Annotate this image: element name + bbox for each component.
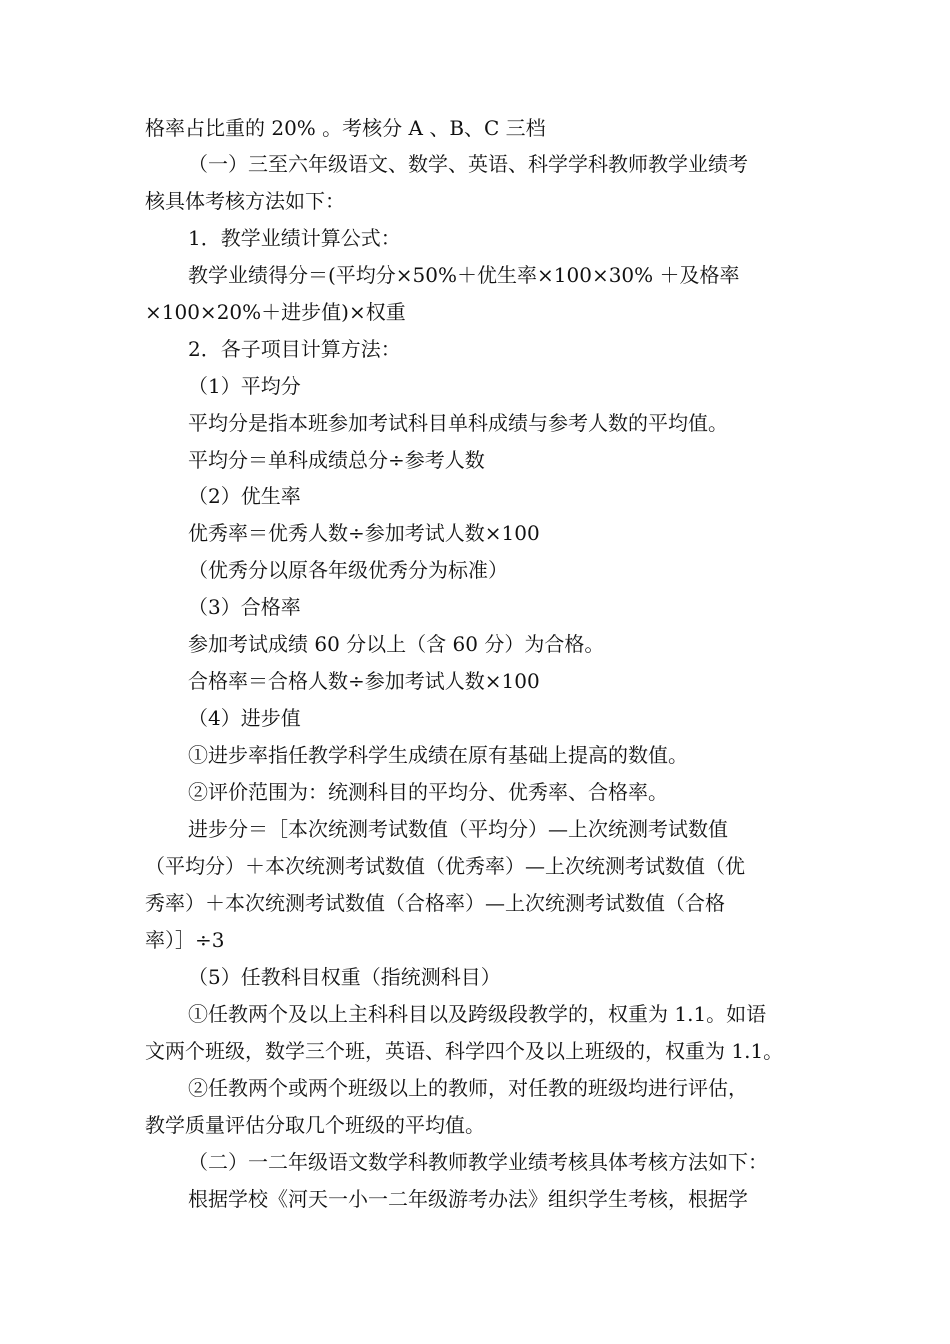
text-line: ①进步率指任教学科学生成绩在原有基础上提高的数值。 [188,743,688,767]
text-line: 平均分＝单科成绩总分÷参考人数 [188,448,485,472]
text-line: （2）优生率 [188,484,301,508]
text-line: （一）三至六年级语文、数学、英语、科学学科教师教学业绩考 [188,152,748,176]
text-line: ×100×20%＋进步值)×权重 [145,300,406,324]
text-line: 优秀率＝优秀人数÷参加考试人数×100 [188,521,540,545]
text-line: 率）］÷3 [145,928,225,952]
text-line: （4）进步值 [188,706,301,730]
text-line: ②任教两个或两个班级以上的教师，对任教的班级均进行评估， [188,1076,748,1100]
text-line: 参加考试成绩 60 分以上（含 60 分）为合格。 [188,632,605,656]
text-line: 进步分＝［本次统测考试数值（平均分）—上次统测考试数值 [188,817,728,841]
text-line: 根据学校《河天一小一二年级游考办法》组织学生考核，根据学 [188,1187,748,1211]
text-line: （二）一二年级语文数学科教师教学业绩考核具体考核方法如下： [188,1150,768,1174]
text-line: 教学业绩得分＝(平均分×50%＋优生率×100×30% ＋及格率 [188,263,740,287]
text-line: 2．各子项目计算方法： [188,337,401,361]
text-line: （5）任教科目权重（指统测科目） [188,965,501,989]
text-line: 平均分是指本班参加考试科目单科成绩与参考人数的平均值。 [188,411,728,435]
text-line: 1．教学业绩计算公式： [188,226,401,250]
text-line: （3）合格率 [188,595,301,619]
text-line: （1）平均分 [188,374,301,398]
text-line: 教学质量评估分取几个班级的平均值。 [145,1113,485,1137]
text-line: 文两个班级，数学三个班，英语、科学四个及以上班级的，权重为 1.1。 [145,1039,784,1063]
text-line: ①任教两个及以上主科科目以及跨级段教学的，权重为 1.1。如语 [188,1002,767,1026]
text-line: 核具体考核方法如下： [145,189,345,213]
text-line: ②评价范围为：统测科目的平均分、优秀率、合格率。 [188,780,668,804]
text-line: 合格率＝合格人数÷参加考试人数×100 [188,669,540,693]
text-line: 格率占比重的 20% 。考核分 A 、B、C 三档 [145,116,546,140]
text-line: （平均分）＋本次统测考试数值（优秀率）—上次统测考试数值（优 [145,854,745,878]
text-line: 秀率）＋本次统测考试数值（合格率）—上次统测考试数值（合格 [145,891,725,915]
text-line: （优秀分以原各年级优秀分为标准） [188,558,508,582]
